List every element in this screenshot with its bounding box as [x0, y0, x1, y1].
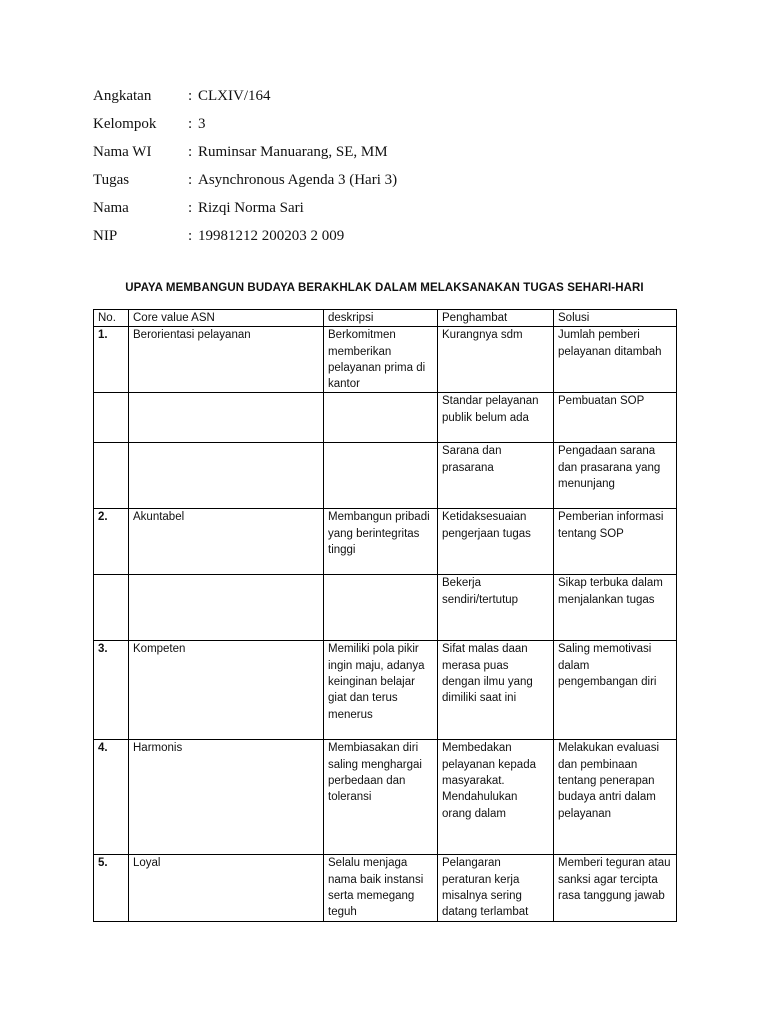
table-row	[94, 740, 677, 855]
info-label: Nama WI	[93, 144, 152, 160]
column-header-deskripsi: deskripsi	[324, 310, 438, 327]
info-value: Rizqi Norma Sari	[198, 200, 304, 216]
cell-deskripsi	[324, 393, 438, 443]
table-row	[94, 327, 677, 393]
cell-deskripsi	[324, 443, 438, 509]
cell-deskripsi: Membiasakan diri saling menghargai perbedaan dan toleransi	[324, 740, 438, 855]
info-colon: :	[188, 200, 193, 216]
cell-penghambat: Ketidaksesuaian pengerjaan tugas	[438, 509, 554, 575]
table-row	[94, 393, 677, 443]
info-colon: :	[188, 116, 193, 132]
cell-core-value: Loyal	[129, 855, 324, 921]
cell-no: 3.	[94, 641, 129, 740]
cell-no	[94, 443, 129, 509]
cell-solusi: Sikap terbuka dalam menjalankan tugas	[554, 575, 677, 641]
cell-penghambat: Sarana dan prasarana	[438, 443, 554, 509]
column-header-core-value: Core value ASN	[129, 310, 324, 327]
cell-solusi: Pengadaan sarana dan prasarana yang menunjang	[554, 443, 677, 509]
cell-no: 1.	[94, 327, 129, 393]
info-label: Nama	[93, 200, 129, 216]
column-header-no: No.	[94, 310, 129, 327]
info-block	[93, 86, 397, 254]
cell-core-value: Harmonis	[129, 740, 324, 855]
info-row-nip	[93, 226, 397, 254]
info-label: Kelompok	[93, 116, 157, 132]
cell-core-value	[129, 393, 324, 443]
info-value: 19981212 200203 2 009	[198, 228, 345, 244]
info-row-tugas	[93, 170, 397, 198]
info-row-nama	[93, 198, 397, 226]
cell-penghambat: Bekerja sendiri/tertutup	[438, 575, 554, 641]
cell-deskripsi	[324, 575, 438, 641]
cell-core-value	[129, 443, 324, 509]
column-header-solusi: Solusi	[554, 310, 677, 327]
cell-solusi: Melakukan evaluasi dan pembinaan tentang penerapan budaya antri dalam pelayanan	[554, 740, 677, 855]
info-value: Asynchronous Agenda 3 (Hari 3)	[198, 172, 398, 188]
cell-solusi: Saling memotivasi dalam pengembangan diri	[554, 641, 677, 740]
cell-no: 4.	[94, 740, 129, 855]
cell-penghambat: Membedakan pelayanan kepada masyarakat. Mendahulukan orang dalam	[438, 740, 554, 855]
cell-core-value	[129, 575, 324, 641]
table-row	[94, 855, 677, 921]
cell-solusi: Jumlah pemberi pelayanan ditambah	[554, 327, 677, 393]
info-label: NIP	[93, 228, 118, 244]
info-value: Ruminsar Manuarang, SE, MM	[198, 144, 388, 160]
cell-deskripsi: Berkomitmen memberikan pelayanan prima di kantor	[324, 327, 438, 393]
info-colon: :	[188, 144, 193, 160]
cell-core-value: Berorientasi pelayanan	[129, 327, 324, 393]
document-title: UPAYA MEMBANGUN BUDAYA BERAKHLAK DALAM MELAKSANAKAN TUGAS SEHARI-HARI	[125, 282, 644, 294]
cell-solusi: Memberi teguran atau sanksi agar tercipta rasa tanggung jawab	[554, 855, 677, 921]
cell-no	[94, 393, 129, 443]
cell-penghambat: Standar pelayanan publik belum ada	[438, 393, 554, 443]
info-colon: :	[188, 172, 193, 188]
info-colon: :	[188, 228, 193, 244]
cell-no: 5.	[94, 855, 129, 921]
cell-penghambat: Kurangnya sdm	[438, 327, 554, 393]
core-value-table	[93, 309, 677, 922]
info-label: Angkatan	[93, 88, 152, 104]
info-colon: :	[188, 88, 193, 104]
info-value: CLXIV/164	[198, 88, 271, 104]
info-row-angkatan	[93, 86, 397, 114]
cell-solusi: Pemberian informasi tentang SOP	[554, 509, 677, 575]
cell-no	[94, 575, 129, 641]
cell-deskripsi: Membangun pribadi yang berintegritas tinggi	[324, 509, 438, 575]
info-label: Tugas	[93, 172, 130, 188]
table-row	[94, 575, 677, 641]
table-row	[94, 509, 677, 575]
cell-penghambat: Sifat malas daan merasa puas dengan ilmu yang dimiliki saat ini	[438, 641, 554, 740]
cell-penghambat: Pelangaran peraturan kerja misalnya sering datang terlambat	[438, 855, 554, 921]
column-header-penghambat: Penghambat	[438, 310, 554, 327]
info-row-kelompok	[93, 114, 397, 142]
cell-core-value: Akuntabel	[129, 509, 324, 575]
cell-deskripsi: Selalu menjaga nama baik instansi serta memegang teguh	[324, 855, 438, 921]
table-row	[94, 641, 677, 740]
cell-solusi: Pembuatan SOP	[554, 393, 677, 443]
info-value: 3	[198, 116, 206, 132]
table-header-row	[94, 310, 677, 327]
table-row	[94, 443, 677, 509]
cell-no: 2.	[94, 509, 129, 575]
info-row-nama-wi	[93, 142, 397, 170]
cell-deskripsi: Memiliki pola pikir ingin maju, adanya keinginan belajar giat dan terus menerus	[324, 641, 438, 740]
cell-core-value: Kompeten	[129, 641, 324, 740]
